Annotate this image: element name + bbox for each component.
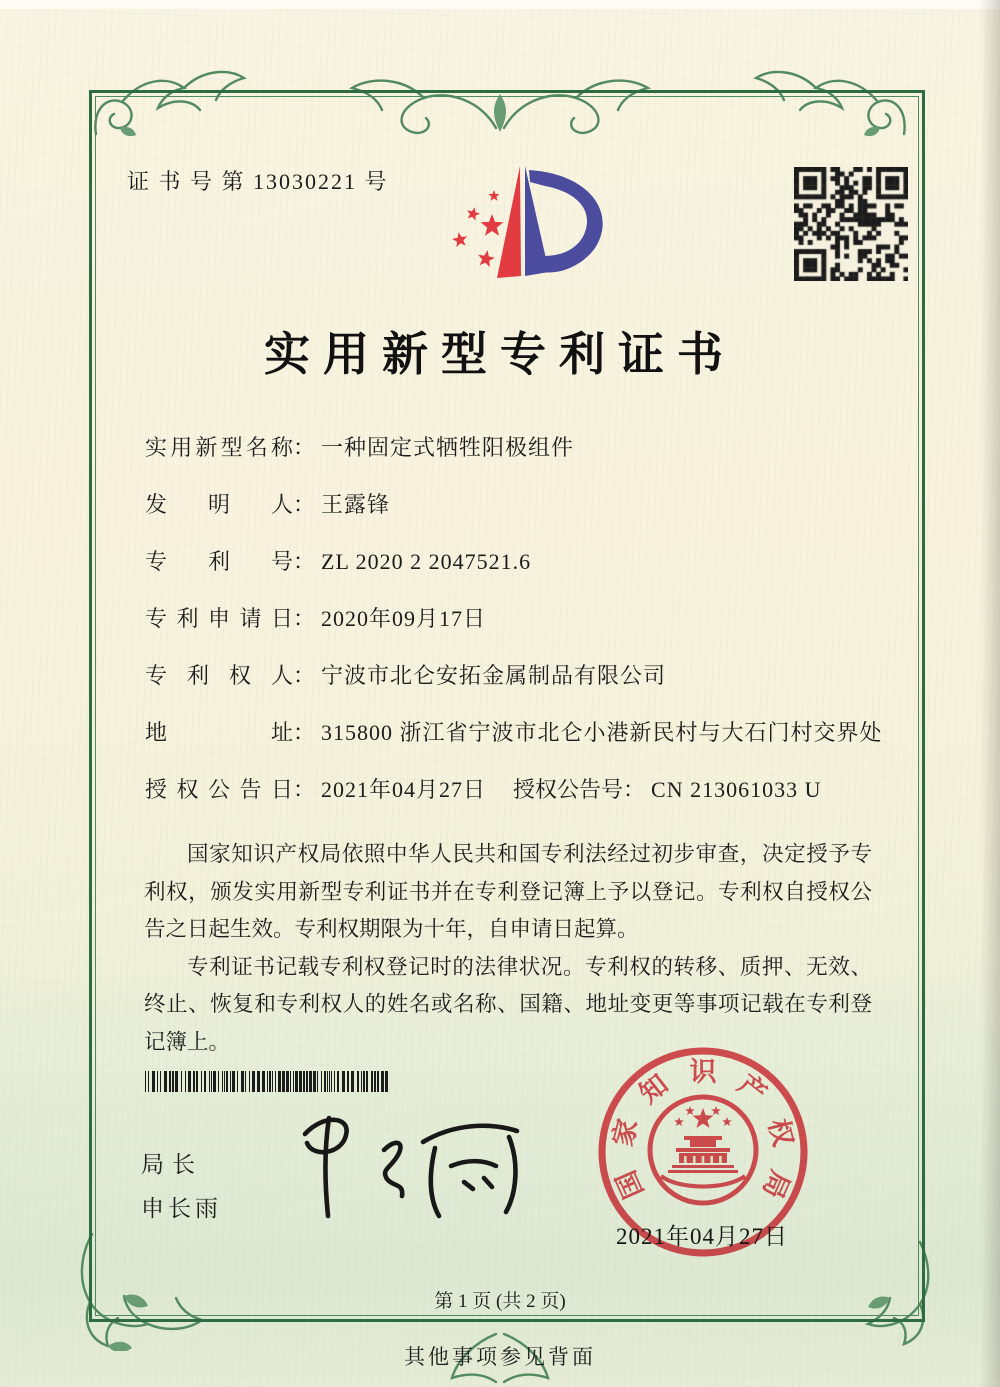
certificate-number: 证 书 号 第 13030221 号 (127, 169, 389, 194)
field-label: 专利申请日 (145, 606, 293, 631)
field-label: 专利号 (145, 549, 293, 574)
svg-text:知: 知 (633, 1068, 674, 1110)
field-label: 实用新型名称 (145, 435, 293, 460)
field-row-filing-date (145, 608, 885, 630)
svg-text:识: 识 (689, 1057, 717, 1087)
colon: ： (293, 720, 316, 745)
field-label: 地址 (145, 720, 293, 745)
field-label: 授权公告号 (513, 777, 624, 802)
page-indicator: 第 1 页 (共 2 页) (434, 1291, 566, 1312)
field-value: 2021年04月27日 (321, 777, 487, 802)
legal-text-block (144, 836, 872, 1062)
legal-paragraph-2: 专利证书记载专利权登记时的法律状况。专利权的转移、质押、无效、终止、恢复和专利权人的姓名或名称、国籍、地址变更等事项记载在专利登记簿上。 (144, 954, 872, 1054)
scan-edge-top (0, 0, 1000, 9)
director-name: 申长雨 (141, 1196, 222, 1221)
svg-text:家: 家 (607, 1115, 644, 1150)
field-value: CN 213061033 U (651, 777, 822, 802)
field-label: 授权公告日 (145, 777, 293, 802)
colon: ： (293, 435, 316, 460)
field-row-patent-no (145, 551, 885, 573)
director-title: 局长 (141, 1152, 203, 1177)
field-row-name (145, 437, 885, 459)
svg-text:国: 国 (610, 1166, 650, 1203)
cnipa-logo-icon (433, 148, 623, 298)
grant-number-group (513, 779, 821, 801)
field-row-inventor (145, 494, 885, 516)
svg-text:局: 局 (756, 1166, 796, 1203)
colon: ： (293, 549, 316, 574)
legal-paragraph-1: 国家知识产权局依照中华人民共和国专利法经过初步审查，决定授予专利权，颁发实用新型专利证书并在专利登记簿上予以登记。专利权自授权公告之日起生效。专利权期限为十年，自申请日起算。 (144, 842, 872, 942)
director-signature-icon (283, 1102, 538, 1232)
colon: ： (293, 606, 316, 631)
field-value: 王露锋 (321, 492, 391, 517)
colon: ： (293, 663, 316, 688)
barcode (145, 1071, 395, 1092)
field-value: ZL 2020 2 2047521.6 (321, 549, 532, 574)
colon: ： (293, 777, 316, 802)
field-label: 专利权人 (145, 663, 293, 688)
scan-edge-right (980, 0, 1000, 1387)
field-row-grant (145, 779, 885, 801)
seal-date: 2021年04月27日 (616, 1224, 788, 1249)
fields-block (145, 437, 885, 836)
colon: ： (293, 492, 316, 517)
field-value: 一种固定式牺牲阳极组件 (321, 435, 575, 460)
colon: ： (623, 777, 646, 802)
field-value: 宁波市北仑安拓金属制品有限公司 (321, 663, 667, 688)
qr-code (794, 167, 908, 281)
field-row-patentee (145, 665, 885, 687)
field-row-address (145, 722, 885, 744)
certificate-title: 实用新型专利证书 (264, 329, 736, 380)
svg-text:产: 产 (732, 1068, 773, 1110)
field-value: 315800 浙江省宁波市北仑小港新民村与大石门村交界处 (321, 720, 883, 745)
field-value: 2020年09月17日 (321, 606, 487, 631)
field-label: 发明人 (145, 492, 293, 517)
svg-text:权: 权 (762, 1115, 799, 1150)
back-note: 其他事项参见背面 (404, 1345, 596, 1369)
